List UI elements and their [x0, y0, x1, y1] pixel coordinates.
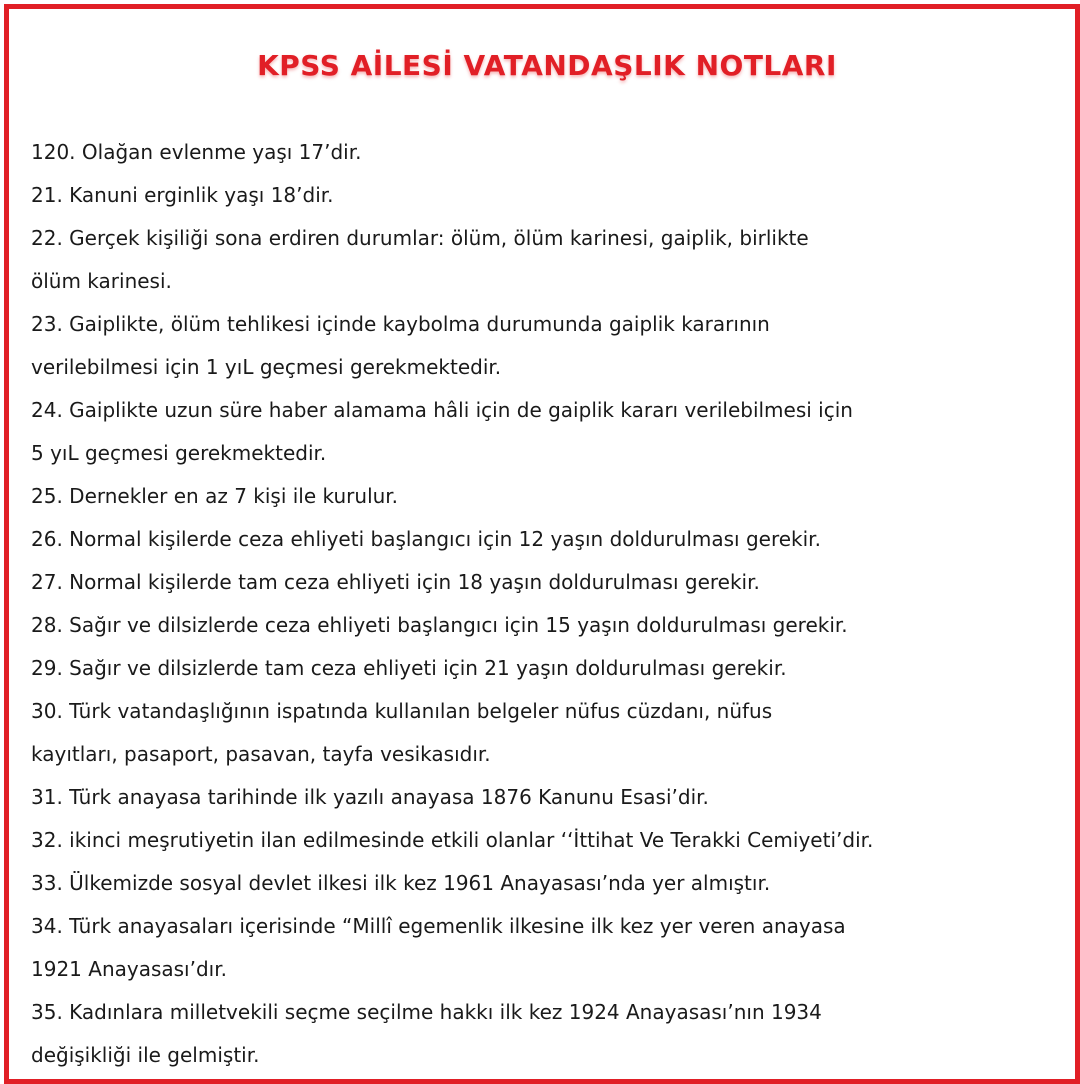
- note-line: 26. Normal kişilerde ceza ehliyeti başlangıcı için 12 yaşın doldurulması gerekir.: [31, 527, 821, 551]
- page-title: KPSS AİLESİ VATANDAŞLIK NOTLARI: [257, 49, 837, 82]
- note-line: 1921 Anayasası’dır.: [31, 957, 227, 981]
- note-line: 22. Gerçek kişiliği sona erdiren durumlar: ölüm, ölüm karinesi, gaiplik, birlikte: [31, 226, 809, 250]
- note-line: 34. Türk anayasaları içerisinde “Millî egemenlik ilkesine ilk kez yer veren anayasa: [31, 914, 846, 938]
- notes-list: [31, 131, 1061, 1077]
- note-line: 28. Sağır ve dilsizlerde ceza ehliyeti başlangıcı için 15 yaşın doldurulması gerekir.: [31, 613, 848, 637]
- note-line: 29. Sağır ve dilsizlerde tam ceza ehliyeti için 21 yaşın doldurulması gerekir.: [31, 656, 787, 680]
- red-border-frame: [4, 4, 1080, 1084]
- note-line: 31. Türk anayasa tarihinde ilk yazılı anayasa 1876 Kanunu Esasi’dir.: [31, 785, 709, 809]
- note-line: 21. Kanuni erginlik yaşı 18’dir.: [31, 183, 334, 207]
- note-line: 30. Türk vatandaşlığının ispatında kullanılan belgeler nüfus cüzdanı, nüfus: [31, 699, 773, 723]
- note-line: 5 yıL geçmesi gerekmektedir.: [31, 441, 327, 465]
- note-line: 35. Kadınlara milletvekili seçme seçilme hakkı ilk kez 1924 Anayasası’nın 1934: [31, 1000, 822, 1024]
- note-line: 24. Gaiplikte uzun süre haber alamama hâli için de gaiplik kararı verilebilmesi için: [31, 398, 853, 422]
- note-line: 27. Normal kişilerde tam ceza ehliyeti için 18 yaşın doldurulması gerekir.: [31, 570, 760, 594]
- note-line: 32. ikinci meşrutiyetin ilan edilmesinde etkili olanlar ‘‘İttihat Ve Terakki Cemiyeti’dir.: [31, 828, 874, 852]
- note-line: verilebilmesi için 1 yıL geçmesi gerekmektedir.: [31, 355, 502, 379]
- note-line: 25. Dernekler en az 7 kişi ile kurulur.: [31, 484, 399, 508]
- note-line: 120. Olağan evlenme yaşı 17’dir.: [31, 140, 362, 164]
- note-line: 33. Ülkemizde sosyal devlet ilkesi ilk kez 1961 Anayasası’nda yer almıştır.: [31, 871, 771, 895]
- note-line: ölüm karinesi.: [31, 269, 172, 293]
- note-line: kayıtları, pasaport, pasavan, tayfa vesikasıdır.: [31, 742, 491, 766]
- note-line: değişikliği ile gelmiştir.: [31, 1043, 260, 1067]
- note-line: 23. Gaiplikte, ölüm tehlikesi içinde kaybolma durumunda gaiplik kararının: [31, 312, 770, 336]
